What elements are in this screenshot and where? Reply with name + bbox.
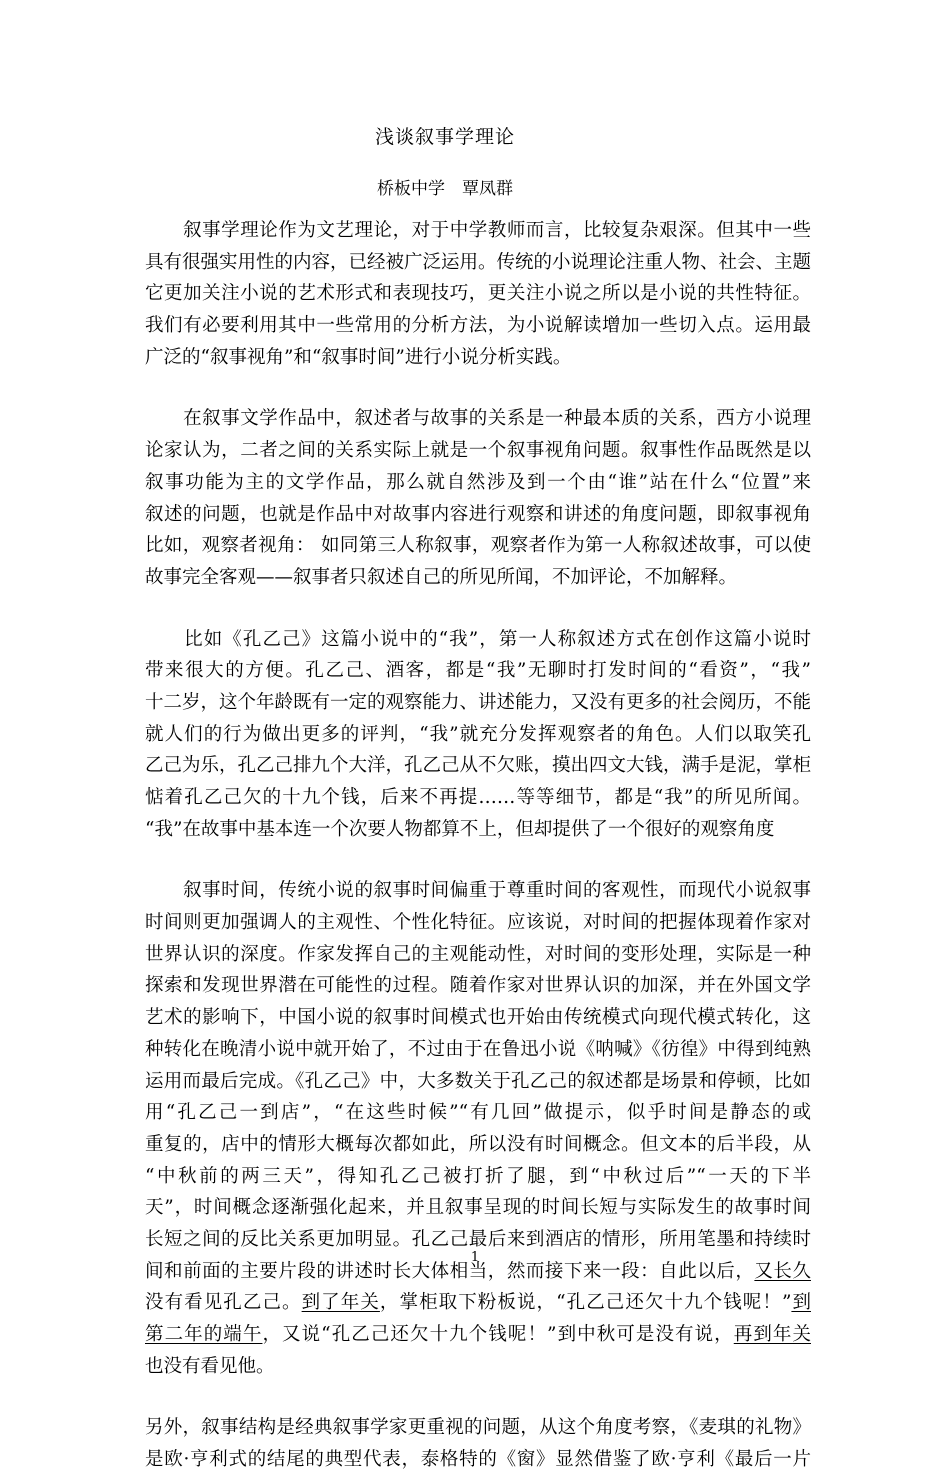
text-line: 比如，观察者视角： 如同第三人称叙事，观察者作为第一人称叙述故事，可以使 — [145, 535, 811, 557]
text-line: 用“孔乙己一到店”，“在这些时候”“有几回”做提示，似乎时间是静态的或 — [145, 1102, 811, 1124]
text-line: 在叙事文学作品中，叙述者与故事的关系是一种最本质的关系，西方小说理 — [145, 408, 811, 430]
text-line: 世界认识的深度。作家发挥自己的主观能动性，对时间的变形处理，实际是一种 — [145, 943, 811, 965]
text-line: 十二岁，这个年龄既有一定的观察能力、讲述能力，又没有更多的社会阅历，不能 — [145, 691, 812, 713]
document-byline — [0, 174, 950, 199]
text-line: 惦着孔乙己欠的十九个钱，后来不再提……等等细节，都是“我”的所见所闻。 — [145, 787, 811, 808]
text-line: 叙事学理论作为文艺理论，对于中学教师而言，比较复杂艰深。但其中一些 — [145, 220, 811, 241]
document-body — [145, 215, 811, 1476]
text-line: 天”，时间概念逐渐强化起来，并且叙事呈现的时间长短与实际发生的故事时间 — [145, 1197, 811, 1219]
text-line: 重复的，店中的情形大概每次都如此，所以没有时间概念。但文本的后半段，从 — [145, 1133, 811, 1155]
text-line: 故事完全客观——叙事者只叙述自己的所见所闻，不加评论，不加解释。 — [145, 566, 738, 588]
text-line: “中秋前的两三天”，得知孔乙己被打折了腿，到“中秋过后”“一天的下半 — [145, 1165, 811, 1187]
document-title — [0, 122, 950, 149]
text-line: 是欧·亨利式的结尾的典型代表，泰格特的《窗》显然借鉴了欧·亨利《最后一片 — [145, 1449, 811, 1471]
text-line: 间和前面的主要片段的讲述时长大体相当，然而接下来一段：自此以后，又长久 — [145, 1260, 811, 1282]
text-line: 探索和发现世界潜在可能性的过程。随着作家对世界认识的加深，并在外国文学 — [145, 975, 811, 997]
paragraph-intro — [145, 215, 811, 373]
page-number: 1 — [470, 1250, 480, 1265]
text-line: 种转化在晚清小说中就开始了，不过由于在鲁迅小说《呐喊》《彷徨》中得到纯熟 — [145, 1038, 811, 1060]
paragraph-kong-yiji-example — [145, 624, 811, 846]
text-line: 艺术的影响下，中国小说的叙事时间模式也开始由传统模式向现代模式转化，这 — [145, 1007, 811, 1029]
text-line: 叙事时间，传统小说的叙事时间偏重于尊重时间的客观性，而现代小说叙事 — [145, 880, 811, 902]
paragraph-narrative-structure — [145, 1412, 811, 1475]
paragraph-narrative-perspective — [145, 403, 811, 593]
text-line: 广泛的“叙事视角”和“叙事时间”进行小说分析实践。 — [145, 346, 572, 368]
text-line: 没有看见孔乙己。到了年关，掌柜取下粉板说，“孔乙己还欠十九个钱呢！”到 — [145, 1292, 811, 1314]
text-line: 长短之间的反比关系更加明显。孔乙己最后来到酒店的情形，所用笔墨和持续时 — [145, 1228, 811, 1250]
text-line: 论家认为，二者之间的关系实际上就是一个叙事视角问题。叙事性作品既然是以 — [145, 440, 811, 462]
text-line: 叙述的问题，也就是作品中对故事内容进行观察和讲述的角度问题，即叙事视角 — [145, 503, 811, 525]
text-line: 具有很强实用性的内容，已经被广泛运用。传统的小说理论注重人物、社会、主题 — [145, 251, 812, 273]
text-line: 它更加关注小说的艺术形式和表现技巧，更关注小说之所以是小说的共性特征。 — [145, 283, 811, 305]
text-line: 也没有看见他。 — [145, 1355, 275, 1377]
text-line: 就人们的行为做出更多的评判，“我”就充分发挥观察者的角色。人们以取笑孔 — [145, 723, 811, 745]
text-line: 乙己为乐，孔乙己排九个大洋，孔乙己从不欠账，摸出四文大钱，满手是泥，掌柜 — [145, 755, 812, 777]
text-line: 我们有必要利用其中一些常用的分析方法，为小说解读增加一些切入点。运用最 — [145, 315, 811, 337]
document-title-text: 浅谈叙事学理论 — [374, 126, 515, 148]
text-line: 时间则更加强调人的主观性、个性化特征。应该说，对时间的把握体现着作家对 — [145, 912, 811, 934]
document-byline-text: 桥板中学 覃凤群 — [377, 179, 513, 199]
text-line: 第二年的端午，又说“孔乙己还欠十九个钱呢！”到中秋可是没有说，再到年关 — [145, 1324, 811, 1345]
text-line: 叙事功能为主的文学作品，那么就自然涉及到一个由“谁”站在什么“位置”来 — [145, 471, 811, 493]
text-line: 运用而最后完成。《孔乙己》中，大多数关于孔乙己的叙述都是场景和停顿，比如 — [145, 1070, 811, 1092]
text-line: “我”在故事中基本连一个次要人物都算不上，但却提供了一个很好的观察角度 — [145, 818, 775, 840]
paragraph-narrative-time — [145, 875, 811, 1382]
text-line: 另外，叙事结构是经典叙事学家更重视的问题，从这个角度考察，《麦琪的礼物》 — [145, 1417, 811, 1439]
text-line: 比如《孔乙己》这篇小说中的“我”，第一人称叙述方式在创作这篇小说时 — [145, 628, 811, 650]
text-line: 带来很大的方便。孔乙己、酒客，都是“我”无聊时打发时间的“看资”，“我” — [145, 660, 811, 682]
